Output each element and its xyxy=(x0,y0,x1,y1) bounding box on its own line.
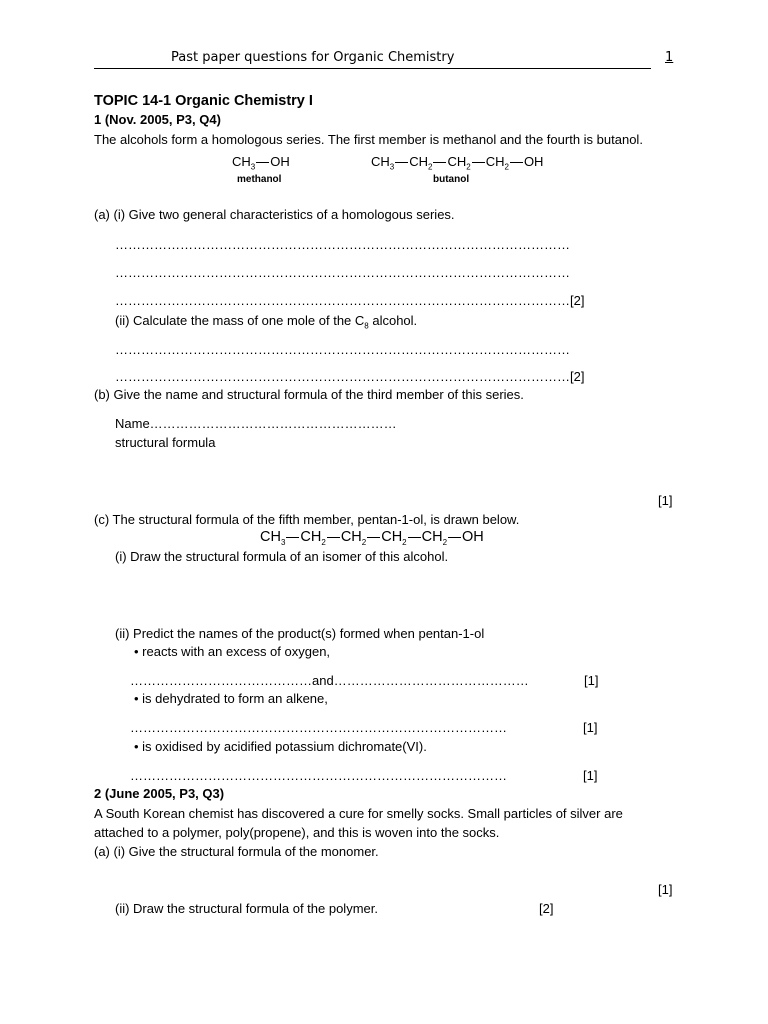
q1-a-ii-post: alcohol. xyxy=(368,313,418,328)
q1-c-ii-bullet-3: • is oxidised by acidified potassium dichromate(VI). xyxy=(134,739,427,754)
q2-label: 2 (June 2005, P3, Q3) xyxy=(94,786,225,801)
q1-c-ii: (ii) Predict the names of the product(s) formed when pentan-1-ol xyxy=(115,626,485,641)
q1-c-ii-bullet-2: • is dehydrated to form an alkene, xyxy=(134,691,328,706)
pentanol-formula: $CH_3$ $CH_2$ $CH_2$ $CH_2$ $CH_2$ OH xyxy=(260,529,484,547)
q2-a-ii: (ii) Draw the structural formula of the polymer. xyxy=(115,901,378,916)
q1-a-i: (a) (i) Give two general characteristics of a homologous series. xyxy=(94,207,455,222)
q1-intro: The alcohols form a homologous series. The first member is methanol and the fourth is butanol. xyxy=(94,132,643,147)
topic-title: TOPIC 14-1 Organic Chemistry I xyxy=(94,93,313,109)
q1-a-ii xyxy=(115,313,417,331)
q1-b-structural-label: structural formula xyxy=(115,435,216,450)
q1-c: (c) The structural formula of the fifth member, pentan-1-ol, is drawn below. xyxy=(94,512,520,527)
mark-label: [1] xyxy=(583,768,598,783)
q1-c-i: (i) Draw the structural formula of an isomer of this alcohol. xyxy=(115,549,449,564)
answer-line-marked: ……………………………………………………………………………………………[2] xyxy=(115,369,585,384)
mark-label: [1] xyxy=(584,673,599,688)
answer-line: …………………………………………………………………………………………… xyxy=(115,237,570,252)
answer-line: …………………………………………………………………………………………… xyxy=(115,342,570,357)
butanol-caption: butanol xyxy=(433,174,470,185)
q1-label: 1 (Nov. 2005, P3, Q4) xyxy=(94,112,221,127)
q2-intro-2: attached to a polymer, poly(propene), and this is woven into the socks. xyxy=(94,825,500,840)
q1-b-name-line: Name………………………………………………… xyxy=(115,416,397,431)
mark-label: [1] xyxy=(658,493,673,508)
mark-label: [2] xyxy=(539,901,554,916)
q2-a-i: (a) (i) Give the structural formula of the monomer. xyxy=(94,844,379,859)
answer-line: …………………………………………………………………………………………… xyxy=(115,265,570,280)
header-title: Past paper questions for Organic Chemistry xyxy=(171,50,455,65)
q1-a-ii-sub: 8 xyxy=(364,321,369,331)
q2-intro-1: A South Korean chemist has discovered a cure for smelly socks. Small particles of silver are xyxy=(94,806,623,821)
answer-line-and: ……………………………………and……………………………………… xyxy=(130,673,529,688)
page-number: 1 xyxy=(665,50,674,65)
answer-line: …………………………………………………………………………… xyxy=(130,768,507,783)
mark-label: [1] xyxy=(583,720,598,735)
butanol-formula: $CH_3$ $CH_2$ $CH_2$ $CH_2$ OH xyxy=(371,154,544,172)
methanol-formula: $CH_3$ OH xyxy=(232,154,290,172)
q1-c-ii-bullet-1: • reacts with an excess of oxygen, xyxy=(134,644,331,659)
q1-b: (b) Give the name and structural formula of the third member of this series. xyxy=(94,387,524,402)
answer-line-marked: ……………………………………………………………………………………………[2] xyxy=(115,293,585,308)
answer-line: …………………………………………………………………………… xyxy=(130,720,507,735)
header-rule xyxy=(94,68,651,69)
methanol-caption: methanol xyxy=(237,174,282,185)
q1-a-ii-pre: (ii) Calculate the mass of one mole of the C xyxy=(115,313,365,328)
mark-label: [1] xyxy=(658,882,673,897)
